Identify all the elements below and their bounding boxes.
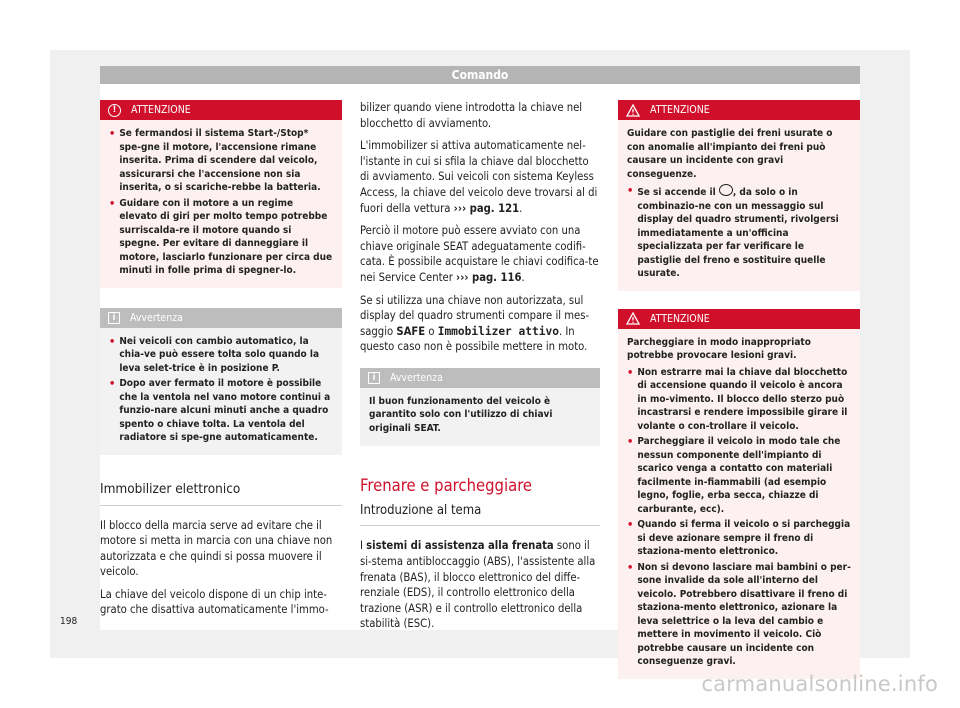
warning-header xyxy=(618,309,860,329)
note-header xyxy=(360,368,600,388)
warning-circle-icon: ! xyxy=(108,104,121,117)
list-item: • Quando si ferma il veicolo o si parcheggia si deve azionare sempre il freno di staziona-mento elettronico. xyxy=(627,518,851,557)
warning-label: ATTENZIONE xyxy=(650,312,710,325)
paragraph: Il blocco della marcia serve ad evitare che il motore si metta in marcia con una chiave non autorizzata e che quindi si possa muovere il veicolo. xyxy=(100,518,333,579)
bullet-icon: • xyxy=(109,377,116,390)
info-square-icon: i xyxy=(368,372,380,384)
watermark: carmanualsonline.info xyxy=(701,672,938,696)
note-body xyxy=(100,328,342,455)
paragraph: I sistemi di assistenza alla frenata sono il si-stema antibloccaggio (ABS), l'assistente alla frenata (BAS), il blocco elettronico del diffe-renziale (EDS), il controllo elettronico della trazione (ASR) e il controllo elettronico della stabilità (ESC). xyxy=(360,539,596,631)
warning-label: ATTENZIONE xyxy=(650,104,710,116)
list-item: • Non estrarre mai la chiave dal blocchetto di accensione quando il veicolo è ancora in mo-vimento. Il blocco dello sterzo può incastrarsi e rendere impossibile girare il volante o con-trollare il veicolo. xyxy=(627,365,848,432)
bullet-icon: • xyxy=(627,184,634,197)
list-item: • Dopo aver fermato il motore è possibile che la ventola nel vano motore continui a funzio-nare alcuni minuti anche a quadro spento o chiave tolta. La ventola del radiatore si spe-gne automaticamente. xyxy=(109,377,331,443)
display-message-safe: SAFE xyxy=(396,324,426,338)
note-box-automatic xyxy=(100,308,342,455)
warning-header xyxy=(618,100,860,120)
list-item: • Se fermandosi il sistema Start-/Stop* spe-gne il motore, l'accensione rimane inserita. Prima di scendere dal veicolo, assicurarsi che l'accensione non sia inserita, o si scariche-rebbe la batteria. xyxy=(109,127,321,193)
subsection-title: Introduzione al tema xyxy=(360,503,600,526)
brake-warning-lamp-icon xyxy=(719,184,733,196)
column-2 xyxy=(360,100,600,639)
bullet-icon: • xyxy=(109,127,116,140)
display-message-immobilizer: Immobilizer attivo xyxy=(437,324,559,338)
note-header xyxy=(100,308,342,328)
note-label: Avvertenza xyxy=(390,371,443,384)
page-number: 198 xyxy=(60,616,78,627)
bullet-icon: • xyxy=(627,518,634,531)
warning-body: Guidare con pastiglie dei freni usurate o con anomalie all'impianto dei freni può causare un incidente con gravi conseguenze. • Se si accende il , da solo o in combinazio-ne con un messaggio sul display del quadro strumenti, rivolgersi immediatamente a un'officina specializzata per far verificare le pastiglie del freno e sostituire quelle usurate. xyxy=(618,120,860,291)
warning-triangle-icon xyxy=(626,312,640,326)
warning-body xyxy=(100,120,342,288)
chapter-title: Frenare e parcheggiare xyxy=(360,476,533,496)
column-1 xyxy=(100,100,342,625)
warning-triangle-icon xyxy=(626,103,640,117)
paragraph: bilizer quando viene introdotta la chiave nel blocchetto di avviamento. xyxy=(360,101,583,130)
page-reference-link[interactable]: ››› pag. 116 xyxy=(456,270,522,284)
list-item: • Parcheggiare il veicolo in modo tale che nessun componente dell'impianto di scarico venga a contatto con materiali facilmente in-fiammabili (ad esempio legno, foglie, erba secca, chiazze di carburante, ecc). xyxy=(627,435,841,515)
paragraph: Perciò il motore può essere avviato con una chiave originale SEAT adeguatamente codifi-cata. È possibile acquistare le chiavi codifica-te nei Service Center ››› pag. 116. xyxy=(360,224,599,284)
bullet-icon: • xyxy=(109,334,116,348)
info-square-icon: i xyxy=(108,312,120,324)
paragraph: L'immobilizer si attiva automaticamente nel-l'istante in cui si sfila la chiave dal blocchetto di avviamento. Sui veicoli con sistema Keyless Access, la chiave del veicolo deve trovarsi al di fuori della vettura ››› pag. 121. xyxy=(360,139,598,215)
warning-box-parking xyxy=(618,309,860,679)
warning-header xyxy=(100,100,342,120)
list-item: • Non si devono lasciare mai bambini o per-sone invalide da sole all'interno del veicolo. Potrebbero disattivare il freno di staziona-mento elettronico, azionare la leva selettrice o la leva del cambio e mettere in movimento il veicolo. Ciò potrebbe causare un incidente con conseguenze gravi. xyxy=(627,560,851,667)
column-3 xyxy=(618,100,860,679)
bullet-icon: • xyxy=(627,435,634,448)
note-label: Avvertenza xyxy=(130,311,183,324)
warning-label: ATTENZIONE xyxy=(131,104,191,116)
paragraph: La chiave del veicolo dispone di un chip inte-grato che disattiva automaticamente l'immo- xyxy=(100,587,329,617)
list-item: • Guidare con il motore a un regime elevato di giri per molto tempo potrebbe surriscalda-re il motore quando si spegne. Per evitare di danneggiare il motore, lasciarlo funzionare per circa due minuti in folle prima di spegner-lo. xyxy=(109,196,333,276)
page-reference-link[interactable]: ››› pag. 121 xyxy=(453,201,520,215)
bullet-icon: • xyxy=(627,560,634,574)
list-item: • Se si accende il , da solo o in combinazio-ne con un messaggio sul display del quadro strumenti, rivolgersi immediatamente a un'officina specializzata per far verificare le pastiglie del freno e sostituire quelle usurate. xyxy=(627,184,839,279)
note-box-original-keys xyxy=(360,368,600,447)
bullet-icon: • xyxy=(109,196,116,210)
warning-body: Parcheggiare in modo inappropriato potrebbe provocare lesioni gravi. • Non estrarre mai la chiave dal blocchetto di accensione quando il veicolo è ancora in mo-vimento. Il blocco dello sterzo può incastrarsi e rendere impossibile girare il volante o con-trollare il veicolo. • Parcheggiare il veicolo in modo tale che nessun componente dell'impianto di scarico venga a contatto con materiali facilmente in-fiammabili (ad esempio legno, foglie, erba secca, chiazze di carburante, ecc). • Quando si ferma il veicolo o si parcheggia si deve azionare sempre il freno di staziona-mento elettronico. • Non si devono lasciare mai bambini o per-sone invalide da sole all'interno del veicolo. Potrebbero disattivare il freno di staziona-mento elettronico, azionare la leva selettrice o la leva del cambio e mettere in movimento il veicolo. Ciò potrebbe causare un incidente con conseguenze gravi. xyxy=(627,336,851,667)
page-header: Comando xyxy=(100,66,860,84)
paragraph: Se si utilizza una chiave non autorizzata, sul display del quadro strumenti compare il mes-saggio SAFE o Immobilizer attivo. In questo caso non è possibile mettere in moto. xyxy=(360,293,590,354)
warning-box-start-stop xyxy=(100,100,342,288)
section-title-immobilizer: Immobilizer elettronico xyxy=(100,475,342,506)
bullet-icon: • xyxy=(627,365,634,379)
warning-box-brake-pads xyxy=(618,100,860,291)
note-body: Il buon funzionamento del veicolo è garantito solo con l'utilizzo di chiavi originali SEAT. xyxy=(369,395,553,434)
list-item: • Nei veicoli con cambio automatico, la chia-ve può essere tolta solo quando la leva selet-trice è in posizione P. xyxy=(109,334,320,374)
